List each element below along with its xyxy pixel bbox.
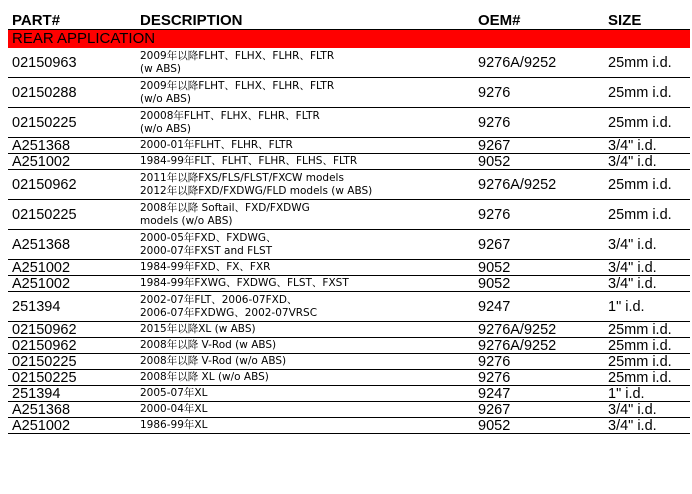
row-size: 1" i.d. (608, 385, 645, 402)
row-part: 02150225 (12, 369, 77, 386)
row-oem: 9267 (478, 401, 511, 418)
row-size: 25mm i.d. (608, 54, 672, 71)
row-oem: 9267 (478, 137, 511, 154)
row-part: A251002 (12, 259, 71, 276)
row-description: 2011年以降FXS/FLS/FLST/FXCW models 2012年以降FXD/FXDWG/FLD models (w ABS) (140, 172, 373, 197)
table-row (8, 338, 690, 354)
section-title: REAR APPLICATION (8, 30, 690, 48)
table-row (8, 292, 690, 322)
row-part: 02150963 (12, 54, 77, 71)
row-oem: 9052 (478, 275, 511, 292)
row-oem: 9247 (478, 298, 511, 315)
row-oem: 9276 (478, 206, 511, 223)
header-part: PART# (12, 12, 61, 29)
table-row (8, 276, 690, 292)
table-row (8, 370, 690, 386)
row-part: 02150288 (12, 84, 77, 101)
row-oem: 9276A/9252 (478, 176, 557, 193)
table-body (8, 48, 692, 434)
row-part: A251368 (12, 401, 71, 418)
row-oem: 9276 (478, 84, 511, 101)
row-description: 2008年以降 XL (w/o ABS) (140, 371, 269, 384)
table-row (8, 200, 690, 230)
row-oem: 9276 (478, 353, 511, 370)
row-size: 25mm i.d. (608, 337, 672, 354)
row-size: 25mm i.d. (608, 114, 672, 131)
row-oem: 9276A/9252 (478, 321, 557, 338)
row-size: 3/4" i.d. (608, 417, 657, 434)
row-description: 1986-99年XL (140, 419, 208, 432)
row-oem: 9052 (478, 259, 511, 276)
row-oem: 9267 (478, 236, 511, 253)
row-description: 1984-99年FLT、FLHT、FLHR、FLHS、FLTR (140, 155, 358, 168)
row-description: 1984-99年FXWG、FXDWG、FLST、FXST (140, 277, 349, 290)
row-oem: 9052 (478, 417, 511, 434)
table-row (8, 402, 690, 418)
row-description: 20008年FLHT、FLHX、FLHR、FLTR (w/o ABS) (140, 110, 320, 135)
row-oem: 9276 (478, 114, 511, 131)
row-size: 25mm i.d. (608, 369, 672, 386)
row-part: 02150225 (12, 114, 77, 131)
row-oem: 9247 (478, 385, 511, 402)
row-part: A251002 (12, 417, 71, 434)
row-part: A251002 (12, 153, 71, 170)
row-size: 3/4" i.d. (608, 137, 657, 154)
row-part: 02150962 (12, 337, 77, 354)
row-size: 25mm i.d. (608, 176, 672, 193)
table-row (8, 418, 690, 434)
table-row (8, 354, 690, 370)
row-oem: 9276A/9252 (478, 54, 557, 71)
row-size: 1" i.d. (608, 298, 645, 315)
table-row (8, 138, 690, 154)
row-description: 2005-07年XL (140, 387, 208, 400)
row-part: 251394 (12, 298, 61, 315)
table-header (8, 8, 690, 30)
row-size: 25mm i.d. (608, 206, 672, 223)
row-description: 2008年以降 V-Rod (w/o ABS) (140, 355, 287, 368)
header-oem: OEM# (478, 12, 521, 29)
row-description: 2015年以降XL (w ABS) (140, 323, 256, 336)
row-oem: 9052 (478, 153, 511, 170)
row-description: 2000-01年FLHT、FLHR、FLTR (140, 139, 293, 152)
row-size: 3/4" i.d. (608, 153, 657, 170)
row-part: 251394 (12, 385, 61, 402)
row-description: 2009年以降FLHT、FLHX、FLHR、FLTR (w ABS) (140, 50, 335, 75)
row-part: 02150225 (12, 206, 77, 223)
table-row (8, 170, 690, 200)
row-part: 02150225 (12, 353, 77, 370)
row-oem: 9276A/9252 (478, 337, 557, 354)
table-row (8, 48, 690, 78)
row-oem: 9276 (478, 369, 511, 386)
row-part: 02150962 (12, 176, 77, 193)
row-part: 02150962 (12, 321, 77, 338)
header-description: DESCRIPTION (140, 12, 243, 29)
table-row (8, 230, 690, 260)
row-description: 2009年以降FLHT、FLHX、FLHR、FLTR (w/o ABS) (140, 80, 335, 105)
row-description: 1984-99年FXD、FX、FXR (140, 261, 271, 274)
row-part: A251368 (12, 236, 71, 253)
table-row (8, 78, 690, 108)
row-size: 25mm i.d. (608, 321, 672, 338)
table-row (8, 386, 690, 402)
row-size: 3/4" i.d. (608, 236, 657, 253)
row-size: 3/4" i.d. (608, 275, 657, 292)
row-description: 2000-05年FXD、FXDWG、 2000-07年FXST and FLST (140, 232, 277, 257)
table-row (8, 322, 690, 338)
row-description: 2000-04年XL (140, 403, 208, 416)
row-part: A251002 (12, 275, 71, 292)
row-size: 3/4" i.d. (608, 259, 657, 276)
row-description: 2002-07年FLT、2006-07FXD、 2006-07年FXDWG、2002-07VRSC (140, 294, 318, 319)
header-size: SIZE (608, 12, 642, 29)
table-row (8, 154, 690, 170)
row-size: 25mm i.d. (608, 353, 672, 370)
row-size: 3/4" i.d. (608, 401, 657, 418)
table-row (8, 260, 690, 276)
row-description: 2008年以降 V-Rod (w ABS) (140, 339, 277, 352)
table-row (8, 108, 690, 138)
row-part: A251368 (12, 137, 71, 154)
row-description: 2008年以降 Softail、FXD/FXDWG models (w/o ABS) (140, 202, 310, 227)
row-size: 25mm i.d. (608, 84, 672, 101)
